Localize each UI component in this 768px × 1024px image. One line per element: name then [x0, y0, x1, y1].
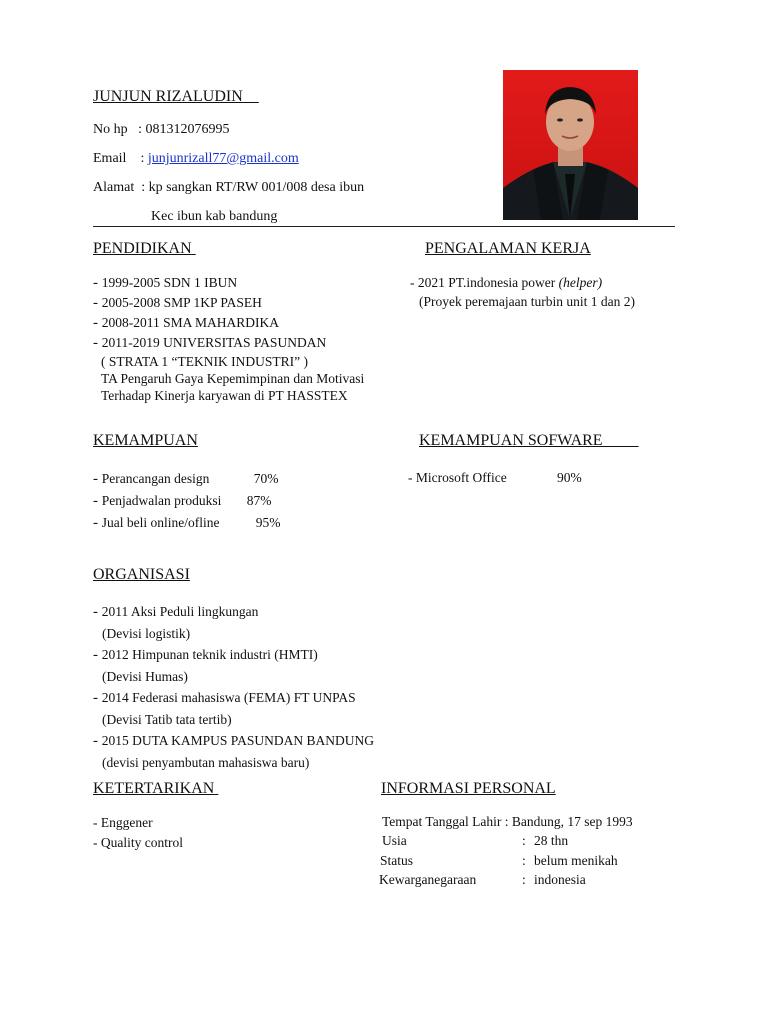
- section-title-pengalaman: PENGALAMAN KERJA: [425, 240, 591, 257]
- list-item-sub: (Devisi Humas): [102, 669, 188, 684]
- list-item: - Jual beli online/ofline 95%: [93, 515, 281, 531]
- list-item-sub: (devisi penyambutan mahasiswa baru): [102, 755, 310, 770]
- phone-row: [93, 122, 230, 138]
- address-value: : kp sangkan RT/RW 001/008 desa ibun: [141, 180, 365, 195]
- section-title-ketertarikan: KETERTARIKAN: [93, 780, 215, 797]
- list-item: - Penjadwalan produksi 87%: [93, 493, 272, 509]
- header-divider: [93, 226, 675, 227]
- email-row: [93, 151, 299, 167]
- pengalaman-line2: (Proyek peremajaan turbin unit 1 dan 2): [419, 294, 635, 309]
- address-label: Alamat: [93, 180, 135, 195]
- list-item: - 2011-2019 UNIVERSITAS PASUNDAN: [93, 335, 327, 351]
- list-item: - Enggener: [93, 815, 153, 830]
- list-item: - 2011 Aksi Peduli lingkungan: [93, 604, 259, 620]
- pendidikan-detail: ( STRATA 1 “TEKNIK INDUSTRI” ) TA Pengaruh Gaya Kepemimpinan dan Motivasi Terhadap Kinerja karyawan di PT HASSTEX: [101, 354, 365, 403]
- list-item: - 2014 Federasi mahasiswa (FEMA) FT UNPAS: [93, 690, 356, 706]
- profile-photo: [503, 70, 638, 220]
- section-title-informasi: INFORMASI PERSONAL: [381, 780, 556, 797]
- section-title-pendidikan: PENDIDIKAN: [93, 240, 192, 257]
- email-label: Email: [93, 151, 127, 166]
- kemampuan-list: [93, 468, 281, 534]
- email-sep: :: [140, 151, 145, 166]
- address-row: [93, 180, 364, 196]
- info-row: Usia : 28 thn: [382, 833, 569, 848]
- phone-label: No hp: [93, 122, 128, 137]
- software-item: - Microsoft Office 90%: [408, 470, 582, 485]
- organisasi-list: [93, 601, 374, 773]
- info-row: Tempat Tanggal Lahir : Bandung, 17 sep 1993: [382, 814, 633, 829]
- section-title-kemampuan: KEMAMPUAN: [93, 432, 198, 449]
- address-line2: Kec ibun kab bandung: [151, 209, 278, 224]
- list-item: - 2012 Himpunan teknik industri (HMTI): [93, 647, 318, 663]
- section-title-software: KEMAMPUAN SOFWARE: [419, 432, 603, 449]
- list-item: - 1999-2005 SDN 1 IBUN: [93, 275, 238, 291]
- info-row: Kewarganegaraan : indonesia: [379, 872, 586, 887]
- phone-value: : 081312076995: [138, 122, 230, 137]
- list-item: - Quality control: [93, 835, 183, 850]
- section-title-organisasi: ORGANISASI: [93, 566, 190, 583]
- info-row: Status : belum menikah: [380, 853, 618, 868]
- cv-name: JUNJUN RIZALUDIN: [93, 88, 243, 105]
- email-link[interactable]: junjunrizall77@gmail.com: [147, 151, 299, 166]
- list-item-sub: (Devisi logistik): [102, 626, 191, 641]
- list-item-sub: (Devisi Tatib tata tertib): [102, 712, 232, 727]
- list-item: - 2015 DUTA KAMPUS PASUNDAN BANDUNG: [93, 733, 374, 749]
- list-item: - Perancangan design 70%: [93, 471, 279, 487]
- ketertarikan-list: [93, 813, 183, 853]
- pengalaman-line1: - 2021 PT.indonesia power (helper): [410, 275, 603, 290]
- list-item: - 2008-2011 SMA MAHARDIKA: [93, 315, 280, 331]
- list-item: - 2005-2008 SMP 1KP PASEH: [93, 295, 262, 311]
- pendidikan-list: [93, 273, 364, 404]
